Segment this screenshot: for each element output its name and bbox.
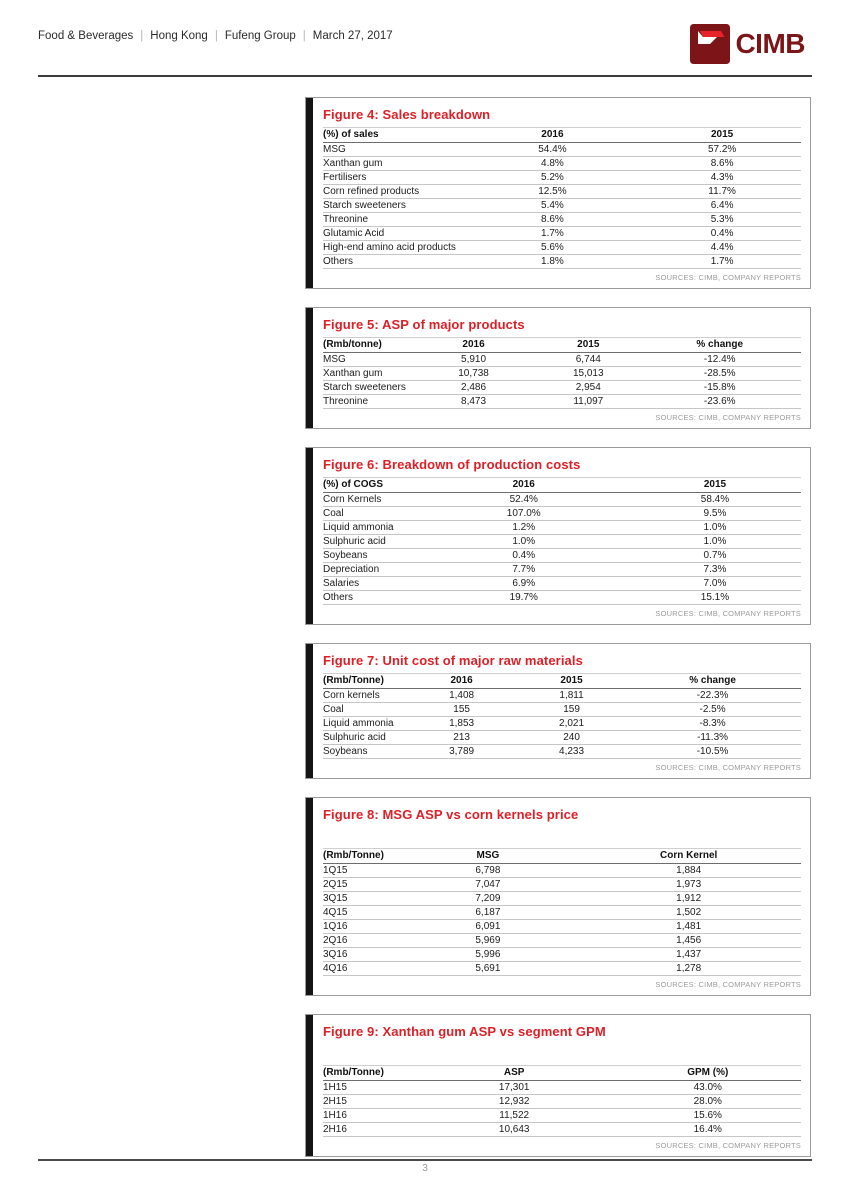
figure-table bbox=[305, 97, 811, 289]
cell-value: 2,021 bbox=[519, 717, 624, 731]
row-label: Threonine bbox=[323, 395, 409, 409]
breadcrumb-item: March 27, 2017 bbox=[312, 30, 393, 42]
cell-value: 16.4% bbox=[615, 1123, 801, 1137]
breadcrumb-separator: | bbox=[214, 30, 218, 42]
cell-value: 6.4% bbox=[643, 199, 801, 213]
cell-value: 5.6% bbox=[462, 241, 644, 255]
cell-value: 5,691 bbox=[399, 962, 576, 976]
breadcrumb-item: Hong Kong bbox=[150, 30, 208, 42]
table-row bbox=[323, 381, 801, 395]
table-row bbox=[323, 703, 801, 717]
row-label: Soybeans bbox=[323, 549, 419, 563]
figure-left-bar bbox=[306, 644, 313, 778]
table-row bbox=[323, 367, 801, 381]
table-row bbox=[323, 591, 801, 605]
cell-value: -22.3% bbox=[624, 689, 801, 703]
figures-column bbox=[305, 97, 811, 1175]
row-label: 3Q16 bbox=[323, 948, 399, 962]
cell-value: 6,798 bbox=[399, 864, 576, 878]
table-row bbox=[323, 255, 801, 269]
row-label: 4Q16 bbox=[323, 962, 399, 976]
cell-value: 0.7% bbox=[629, 549, 801, 563]
cell-value: 10,643 bbox=[414, 1123, 615, 1137]
cell-value: 12.5% bbox=[462, 185, 644, 199]
cell-value: 11,522 bbox=[414, 1109, 615, 1123]
row-label: 2Q16 bbox=[323, 934, 399, 948]
table-row bbox=[323, 878, 801, 892]
row-label: Corn kernels bbox=[323, 689, 404, 703]
cell-value: 6,744 bbox=[538, 353, 638, 367]
cell-value: 107.0% bbox=[419, 507, 629, 521]
cell-value: 1,408 bbox=[404, 689, 519, 703]
column-header: 2015 bbox=[629, 478, 801, 493]
row-label: 1H16 bbox=[323, 1109, 414, 1123]
row-label: Corn Kernels bbox=[323, 493, 419, 507]
column-header: 2016 bbox=[462, 128, 644, 143]
cell-value: 2,954 bbox=[538, 381, 638, 395]
table-row bbox=[323, 521, 801, 535]
column-header: 2015 bbox=[538, 338, 638, 353]
row-label: Xanthan gum bbox=[323, 157, 462, 171]
figure-title: Figure 7: Unit cost of major raw materials bbox=[323, 653, 583, 668]
source-note: SOURCES: CIMB, COMPANY REPORTS bbox=[655, 980, 801, 989]
table-header-row bbox=[323, 674, 801, 689]
cell-value: 5,910 bbox=[409, 353, 538, 367]
table-row bbox=[323, 227, 801, 241]
source-note: SOURCES: CIMB, COMPANY REPORTS bbox=[655, 609, 801, 618]
row-label: 3Q15 bbox=[323, 892, 399, 906]
breadcrumb-item: Fufeng Group bbox=[224, 30, 296, 42]
cell-value: -8.3% bbox=[624, 717, 801, 731]
cell-value: 1.0% bbox=[629, 521, 801, 535]
column-header: ASP bbox=[414, 1066, 615, 1081]
column-header: 2016 bbox=[409, 338, 538, 353]
cell-value: 1,437 bbox=[576, 948, 801, 962]
row-label: MSG bbox=[323, 353, 409, 367]
table-row bbox=[323, 717, 801, 731]
breadcrumb bbox=[38, 24, 393, 42]
table-row bbox=[323, 143, 801, 157]
cell-value: 1,811 bbox=[519, 689, 624, 703]
table-row bbox=[323, 948, 801, 962]
figure-title: Figure 6: Breakdown of production costs bbox=[323, 457, 581, 472]
row-label: 2H16 bbox=[323, 1123, 414, 1137]
column-header: 2016 bbox=[404, 674, 519, 689]
table-row bbox=[323, 864, 801, 878]
figure-title: Figure 9: Xanthan gum ASP vs segment GPM bbox=[323, 1024, 606, 1039]
cell-value: 58.4% bbox=[629, 493, 801, 507]
row-label: Glutamic Acid bbox=[323, 227, 462, 241]
row-label: 1H15 bbox=[323, 1081, 414, 1095]
row-label: Fertilisers bbox=[323, 171, 462, 185]
figure-left-bar bbox=[306, 98, 313, 288]
figure-left-bar bbox=[306, 798, 313, 995]
source-note: SOURCES: CIMB, COMPANY REPORTS bbox=[655, 273, 801, 282]
cell-value: 8.6% bbox=[643, 157, 801, 171]
cell-value: 1,973 bbox=[576, 878, 801, 892]
cell-value: 1,912 bbox=[576, 892, 801, 906]
column-header: % change bbox=[624, 674, 801, 689]
row-label: 2Q15 bbox=[323, 878, 399, 892]
table-row bbox=[323, 920, 801, 934]
column-header: GPM (%) bbox=[615, 1066, 801, 1081]
cell-value: 19.7% bbox=[419, 591, 629, 605]
figure-table bbox=[305, 447, 811, 625]
table-row bbox=[323, 395, 801, 409]
cell-value: 54.4% bbox=[462, 143, 644, 157]
table-row bbox=[323, 689, 801, 703]
row-label: Others bbox=[323, 255, 462, 269]
cell-value: 57.2% bbox=[643, 143, 801, 157]
figure-left-bar bbox=[306, 448, 313, 624]
cell-value: 0.4% bbox=[643, 227, 801, 241]
row-label: Coal bbox=[323, 507, 419, 521]
cell-value: 15.6% bbox=[615, 1109, 801, 1123]
row-label: Depreciation bbox=[323, 563, 419, 577]
row-label: Salaries bbox=[323, 577, 419, 591]
cell-value: 6.9% bbox=[419, 577, 629, 591]
table-row bbox=[323, 892, 801, 906]
cell-value: -11.3% bbox=[624, 731, 801, 745]
column-header: 2016 bbox=[419, 478, 629, 493]
table-header-row bbox=[323, 849, 801, 864]
cell-value: 5.4% bbox=[462, 199, 644, 213]
table-row bbox=[323, 535, 801, 549]
column-header: (Rmb/Tonne) bbox=[323, 1066, 414, 1081]
figure-table bbox=[305, 797, 811, 996]
cell-value: 43.0% bbox=[615, 1081, 801, 1095]
row-label: Threonine bbox=[323, 213, 462, 227]
row-label: 1Q15 bbox=[323, 864, 399, 878]
row-label: MSG bbox=[323, 143, 462, 157]
table-row bbox=[323, 962, 801, 976]
column-header: MSG bbox=[399, 849, 576, 864]
cell-value: 213 bbox=[404, 731, 519, 745]
data-table bbox=[323, 848, 801, 976]
row-label: Corn refined products bbox=[323, 185, 462, 199]
cell-value: 7,047 bbox=[399, 878, 576, 892]
figure-title: Figure 5: ASP of major products bbox=[323, 317, 525, 332]
column-header: 2015 bbox=[519, 674, 624, 689]
row-label: 2H15 bbox=[323, 1095, 414, 1109]
cell-value: 7.3% bbox=[629, 563, 801, 577]
cell-value: 6,091 bbox=[399, 920, 576, 934]
cell-value: -15.8% bbox=[638, 381, 801, 395]
source-note: SOURCES: CIMB, COMPANY REPORTS bbox=[655, 763, 801, 772]
cell-value: 1.0% bbox=[419, 535, 629, 549]
source-note: SOURCES: CIMB, COMPANY REPORTS bbox=[655, 413, 801, 422]
cell-value: 240 bbox=[519, 731, 624, 745]
table-header-row bbox=[323, 478, 801, 493]
table-row bbox=[323, 1081, 801, 1095]
table-row bbox=[323, 563, 801, 577]
table-row bbox=[323, 241, 801, 255]
table-row bbox=[323, 1123, 801, 1137]
cell-value: 15,013 bbox=[538, 367, 638, 381]
table-row bbox=[323, 493, 801, 507]
cell-value: 11.7% bbox=[643, 185, 801, 199]
row-label: Sulphuric acid bbox=[323, 731, 404, 745]
table-row bbox=[323, 731, 801, 745]
page-number: 3 bbox=[422, 1163, 428, 1174]
table-header-row bbox=[323, 128, 801, 143]
column-header: (Rmb/Tonne) bbox=[323, 849, 399, 864]
cell-value: 17,301 bbox=[414, 1081, 615, 1095]
figure-title: Figure 8: MSG ASP vs corn kernels price bbox=[323, 807, 579, 822]
cell-value: 4.4% bbox=[643, 241, 801, 255]
column-header: Corn Kernel bbox=[576, 849, 801, 864]
table-header-row bbox=[323, 1066, 801, 1081]
cell-value: 1.0% bbox=[629, 535, 801, 549]
row-label: Starch sweeteners bbox=[323, 199, 462, 213]
column-header: (%) of sales bbox=[323, 128, 462, 143]
cell-value: 4.8% bbox=[462, 157, 644, 171]
cell-value: 12,932 bbox=[414, 1095, 615, 1109]
cell-value: 1,853 bbox=[404, 717, 519, 731]
cell-value: 15.1% bbox=[629, 591, 801, 605]
cell-value: 1,502 bbox=[576, 906, 801, 920]
breadcrumb-separator: | bbox=[140, 30, 144, 42]
table-row bbox=[323, 185, 801, 199]
cell-value: 10,738 bbox=[409, 367, 538, 381]
column-header: (%) of COGS bbox=[323, 478, 419, 493]
cell-value: 1.2% bbox=[419, 521, 629, 535]
figure-left-bar bbox=[306, 308, 313, 428]
table-header-row bbox=[323, 338, 801, 353]
table-row bbox=[323, 1095, 801, 1109]
data-table bbox=[323, 673, 801, 759]
cell-value: 2,486 bbox=[409, 381, 538, 395]
table-row bbox=[323, 213, 801, 227]
table-row bbox=[323, 353, 801, 367]
header-divider bbox=[38, 75, 812, 77]
figure-left-bar bbox=[306, 1015, 313, 1156]
data-table bbox=[323, 337, 801, 409]
figure-table bbox=[305, 307, 811, 429]
footer-divider bbox=[38, 1159, 812, 1161]
cell-value: 1,884 bbox=[576, 864, 801, 878]
table-row bbox=[323, 507, 801, 521]
row-label: Starch sweeteners bbox=[323, 381, 409, 395]
breadcrumb-separator: | bbox=[302, 30, 306, 42]
cell-value: 4,233 bbox=[519, 745, 624, 759]
cell-value: 1.8% bbox=[462, 255, 644, 269]
cell-value: 7.0% bbox=[629, 577, 801, 591]
row-label: Liquid ammonia bbox=[323, 521, 419, 535]
cell-value: 11,097 bbox=[538, 395, 638, 409]
cell-value: -10.5% bbox=[624, 745, 801, 759]
table-row bbox=[323, 199, 801, 213]
table-row bbox=[323, 745, 801, 759]
cell-value: 3,789 bbox=[404, 745, 519, 759]
cell-value: 7,209 bbox=[399, 892, 576, 906]
row-label: 1Q16 bbox=[323, 920, 399, 934]
cell-value: 5,969 bbox=[399, 934, 576, 948]
cell-value: 8.6% bbox=[462, 213, 644, 227]
table-row bbox=[323, 171, 801, 185]
table-row bbox=[323, 1109, 801, 1123]
cell-value: -12.4% bbox=[638, 353, 801, 367]
cell-value: 0.4% bbox=[419, 549, 629, 563]
table-row bbox=[323, 934, 801, 948]
row-label: 4Q15 bbox=[323, 906, 399, 920]
cell-value: 159 bbox=[519, 703, 624, 717]
cell-value: -2.5% bbox=[624, 703, 801, 717]
row-label: Coal bbox=[323, 703, 404, 717]
figure-table bbox=[305, 1014, 811, 1157]
cell-value: 28.0% bbox=[615, 1095, 801, 1109]
column-header: % change bbox=[638, 338, 801, 353]
column-header: 2015 bbox=[643, 128, 801, 143]
cell-value: 5.3% bbox=[643, 213, 801, 227]
cimb-wordmark: CIMB bbox=[735, 28, 805, 59]
cell-value: -28.5% bbox=[638, 367, 801, 381]
cell-value: 155 bbox=[404, 703, 519, 717]
figure-table bbox=[305, 643, 811, 779]
table-row bbox=[323, 577, 801, 591]
row-label: Liquid ammonia bbox=[323, 717, 404, 731]
breadcrumb-item: Food & Beverages bbox=[38, 30, 134, 42]
source-note: SOURCES: CIMB, COMPANY REPORTS bbox=[655, 1141, 801, 1150]
row-label: Soybeans bbox=[323, 745, 404, 759]
cell-value: -23.6% bbox=[638, 395, 801, 409]
row-label: Sulphuric acid bbox=[323, 535, 419, 549]
cell-value: 9.5% bbox=[629, 507, 801, 521]
row-label: Others bbox=[323, 591, 419, 605]
cell-value: 1,278 bbox=[576, 962, 801, 976]
cell-value: 1.7% bbox=[643, 255, 801, 269]
data-table bbox=[323, 477, 801, 605]
cell-value: 52.4% bbox=[419, 493, 629, 507]
column-header: (Rmb/Tonne) bbox=[323, 674, 404, 689]
cell-value: 8,473 bbox=[409, 395, 538, 409]
cell-value: 5.2% bbox=[462, 171, 644, 185]
data-table bbox=[323, 127, 801, 269]
cell-value: 4.3% bbox=[643, 171, 801, 185]
cell-value: 1,456 bbox=[576, 934, 801, 948]
cimb-logo bbox=[690, 24, 805, 64]
cell-value: 1,481 bbox=[576, 920, 801, 934]
data-table bbox=[323, 1065, 801, 1137]
column-header: (Rmb/tonne) bbox=[323, 338, 409, 353]
row-label: Xanthan gum bbox=[323, 367, 409, 381]
cimb-logo-icon bbox=[690, 24, 730, 64]
cell-value: 1.7% bbox=[462, 227, 644, 241]
report-header bbox=[38, 24, 805, 64]
row-label: High-end amino acid products bbox=[323, 241, 462, 255]
table-row bbox=[323, 549, 801, 563]
table-row bbox=[323, 157, 801, 171]
cell-value: 5,996 bbox=[399, 948, 576, 962]
table-row bbox=[323, 906, 801, 920]
cell-value: 7.7% bbox=[419, 563, 629, 577]
cell-value: 6,187 bbox=[399, 906, 576, 920]
figure-title: Figure 4: Sales breakdown bbox=[323, 107, 491, 122]
